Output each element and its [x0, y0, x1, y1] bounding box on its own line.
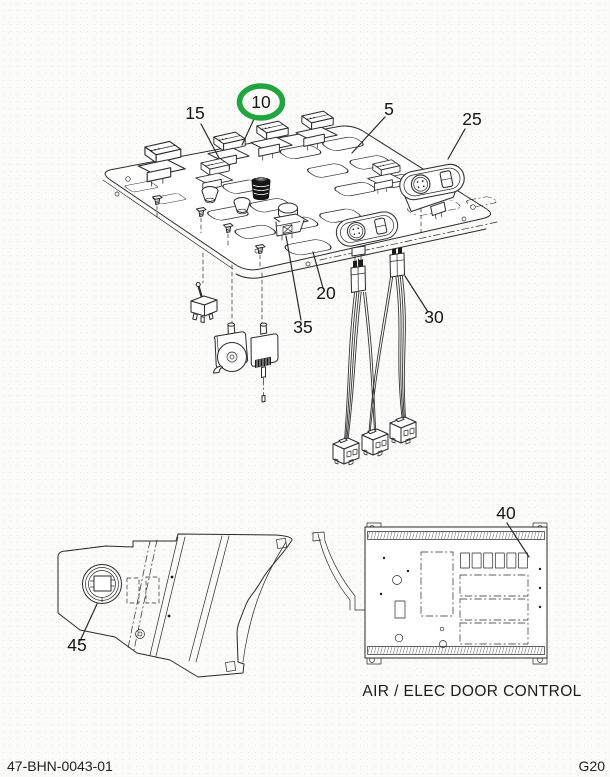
harness-connector-bottom — [362, 429, 388, 456]
diagram-caption: AIR / ELEC DOOR CONTROL — [362, 683, 582, 700]
gauge-bezel — [83, 565, 122, 604]
rotary-switch-a — [214, 323, 248, 373]
harness-wire — [396, 276, 403, 422]
callout-20[interactable]: 20 — [316, 283, 336, 303]
harness-wires — [344, 276, 405, 443]
side-panel-item45 — [58, 534, 292, 677]
callout-10[interactable]: 10 — [251, 92, 271, 112]
harness-connector-top-b — [390, 247, 405, 277]
callout-5[interactable]: 5 — [384, 99, 394, 119]
rubber-boot — [252, 177, 270, 200]
wiring-harness-item30 — [333, 246, 416, 465]
door-control-panel-item40 — [312, 523, 547, 664]
harness-connector-bottom — [390, 417, 416, 444]
rotary-switch-b — [251, 323, 278, 402]
toggle-switch — [191, 283, 217, 323]
callout-45[interactable]: 45 — [67, 635, 87, 655]
callout-40[interactable]: 40 — [496, 503, 516, 523]
callout-30[interactable]: 30 — [424, 307, 444, 327]
loose-switches — [191, 283, 278, 403]
callout-15[interactable]: 15 — [185, 103, 205, 123]
callout-35[interactable]: 35 — [293, 317, 313, 337]
harness-wire — [363, 292, 374, 434]
document-number: 47-BHN-0043-01 — [7, 758, 113, 774]
page-code: G20 — [578, 758, 605, 774]
harness-connector-bottom — [333, 438, 359, 465]
callout-25[interactable]: 25 — [462, 109, 482, 129]
